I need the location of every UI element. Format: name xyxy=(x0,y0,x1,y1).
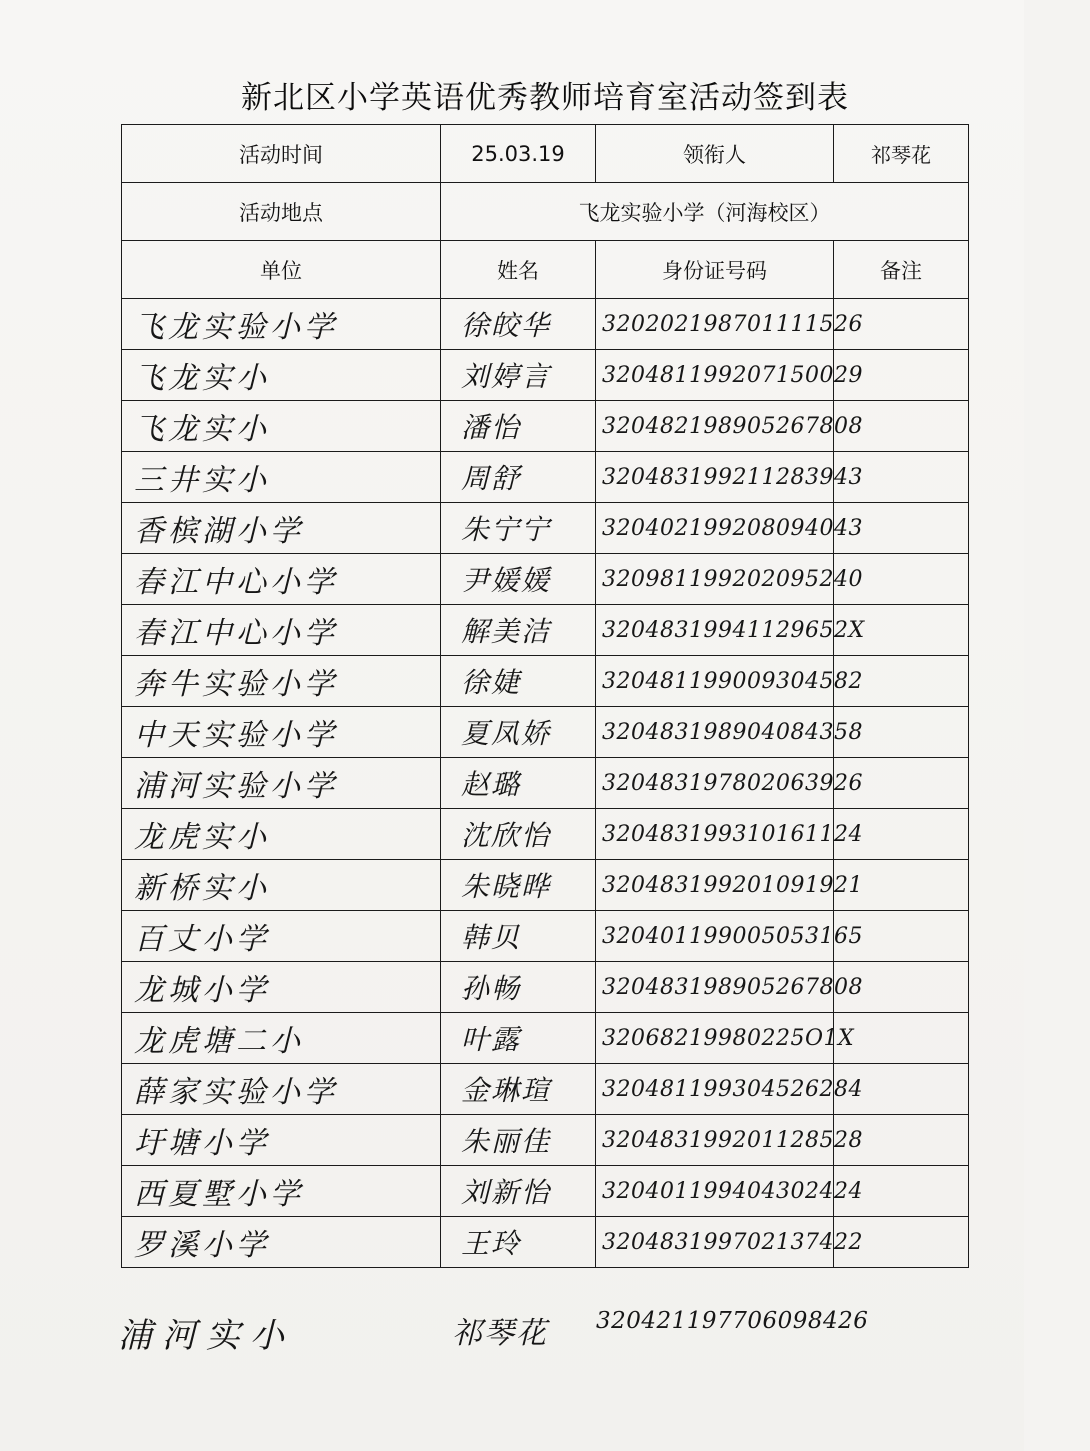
row-unit: 春江中心小学 xyxy=(122,554,441,605)
table-row xyxy=(122,452,969,503)
row-unit: 西夏墅小学 xyxy=(122,1166,441,1217)
row-name: 王玲 xyxy=(441,1217,596,1268)
row-id-number: 320483199310161124 xyxy=(596,809,834,860)
row-name: 尹媛媛 xyxy=(441,554,596,605)
row-unit: 中天实验小学 xyxy=(122,707,441,758)
row-id-number: 32048319941129652X xyxy=(596,605,834,656)
table-row xyxy=(122,503,969,554)
table-row xyxy=(122,656,969,707)
row-name: 潘怡 xyxy=(441,401,596,452)
sign-in-table xyxy=(121,124,969,1268)
row-id-number: 320483199201128528 xyxy=(596,1115,834,1166)
time-value: 25.03.19 xyxy=(441,125,596,183)
column-header-name: 姓名 xyxy=(441,241,596,299)
table-row xyxy=(122,758,969,809)
table-row xyxy=(122,1013,969,1064)
row-name: 朱晓晔 xyxy=(441,860,596,911)
row-unit: 百丈小学 xyxy=(122,911,441,962)
row-id-number: 320481199207150029 xyxy=(596,350,834,401)
column-header-id: 身份证号码 xyxy=(596,241,834,299)
row-id-number: 320483199201091921 xyxy=(596,860,834,911)
row-unit: 龙虎实小 xyxy=(122,809,441,860)
column-header-row xyxy=(122,241,969,299)
row-name: 朱丽佳 xyxy=(441,1115,596,1166)
table-row xyxy=(122,860,969,911)
row-unit: 龙虎塘二小 xyxy=(122,1013,441,1064)
row-id-number: 320483197802063926 xyxy=(596,758,834,809)
table-row xyxy=(122,401,969,452)
table-row xyxy=(122,350,969,401)
info-row-place xyxy=(122,183,969,241)
row-name: 解美洁 xyxy=(441,605,596,656)
extra-row-id: 320421197706098426 xyxy=(596,1308,869,1334)
row-name: 周舒 xyxy=(441,452,596,503)
table-row xyxy=(122,299,969,350)
row-id-number: 320483199702137422 xyxy=(596,1217,834,1268)
row-unit: 龙城小学 xyxy=(122,962,441,1013)
row-unit: 罗溪小学 xyxy=(122,1217,441,1268)
row-name: 赵璐 xyxy=(441,758,596,809)
row-id-number: 320981199202095240 xyxy=(596,554,834,605)
table-row xyxy=(122,707,969,758)
page-title: 新北区小学英语优秀教师培育室活动签到表 xyxy=(241,80,849,116)
table-row xyxy=(122,1217,969,1268)
row-id-number: 320482198905267808 xyxy=(596,401,834,452)
info-row-time xyxy=(122,125,969,183)
row-unit: 飞龙实验小学 xyxy=(122,299,441,350)
column-header-unit: 单位 xyxy=(122,241,441,299)
row-id-number: 320202198701111526 xyxy=(596,299,834,350)
row-name: 刘新怡 xyxy=(441,1166,596,1217)
row-id-number: 320481199304526284 xyxy=(596,1064,834,1115)
row-name: 夏凤娇 xyxy=(441,707,596,758)
row-unit: 香槟湖小学 xyxy=(122,503,441,554)
row-name: 徐婕 xyxy=(441,656,596,707)
row-id-number: 320483198904084358 xyxy=(596,707,834,758)
row-id-number: 320401199404302424 xyxy=(596,1166,834,1217)
table-row xyxy=(122,1115,969,1166)
extra-row-unit: 浦河实小 xyxy=(118,1316,294,1356)
row-name: 叶露 xyxy=(441,1013,596,1064)
row-id-number: 320401199005053165 xyxy=(596,911,834,962)
column-header-note: 备注 xyxy=(834,241,969,299)
leader-label: 领衔人 xyxy=(596,125,834,183)
row-unit: 薛家实验小学 xyxy=(122,1064,441,1115)
row-unit: 三井实小 xyxy=(122,452,441,503)
row-id-number: 320483199211283943 xyxy=(596,452,834,503)
row-unit: 春江中心小学 xyxy=(122,605,441,656)
row-name: 孙畅 xyxy=(441,962,596,1013)
time-label: 活动时间 xyxy=(122,125,441,183)
table-row xyxy=(122,809,969,860)
place-value: 飞龙实验小学（河海校区） xyxy=(441,183,969,241)
row-id-number: 320481199009304582 xyxy=(596,656,834,707)
table-row xyxy=(122,1166,969,1217)
row-unit: 飞龙实小 xyxy=(122,401,441,452)
row-name: 金琳瑄 xyxy=(441,1064,596,1115)
row-unit: 圩塘小学 xyxy=(122,1115,441,1166)
row-name: 朱宁宁 xyxy=(441,503,596,554)
row-unit: 新桥实小 xyxy=(122,860,441,911)
extra-row-name: 祁琴花 xyxy=(452,1316,548,1351)
row-id-number: 320483198905267808 xyxy=(596,962,834,1013)
table-row xyxy=(122,605,969,656)
row-id-number: 32068219980225O1X xyxy=(596,1013,834,1064)
place-label: 活动地点 xyxy=(122,183,441,241)
table-row xyxy=(122,554,969,605)
leader-value: 祁琴花 xyxy=(834,125,969,183)
row-unit: 浦河实验小学 xyxy=(122,758,441,809)
table-row xyxy=(122,962,969,1013)
table-row xyxy=(122,1064,969,1115)
row-name: 徐皎华 xyxy=(441,299,596,350)
row-unit: 飞龙实小 xyxy=(122,350,441,401)
row-name: 刘婷言 xyxy=(441,350,596,401)
row-unit: 奔牛实验小学 xyxy=(122,656,441,707)
row-name: 韩贝 xyxy=(441,911,596,962)
row-id-number: 320402199208094043 xyxy=(596,503,834,554)
table-row xyxy=(122,911,969,962)
row-name: 沈欣怡 xyxy=(441,809,596,860)
